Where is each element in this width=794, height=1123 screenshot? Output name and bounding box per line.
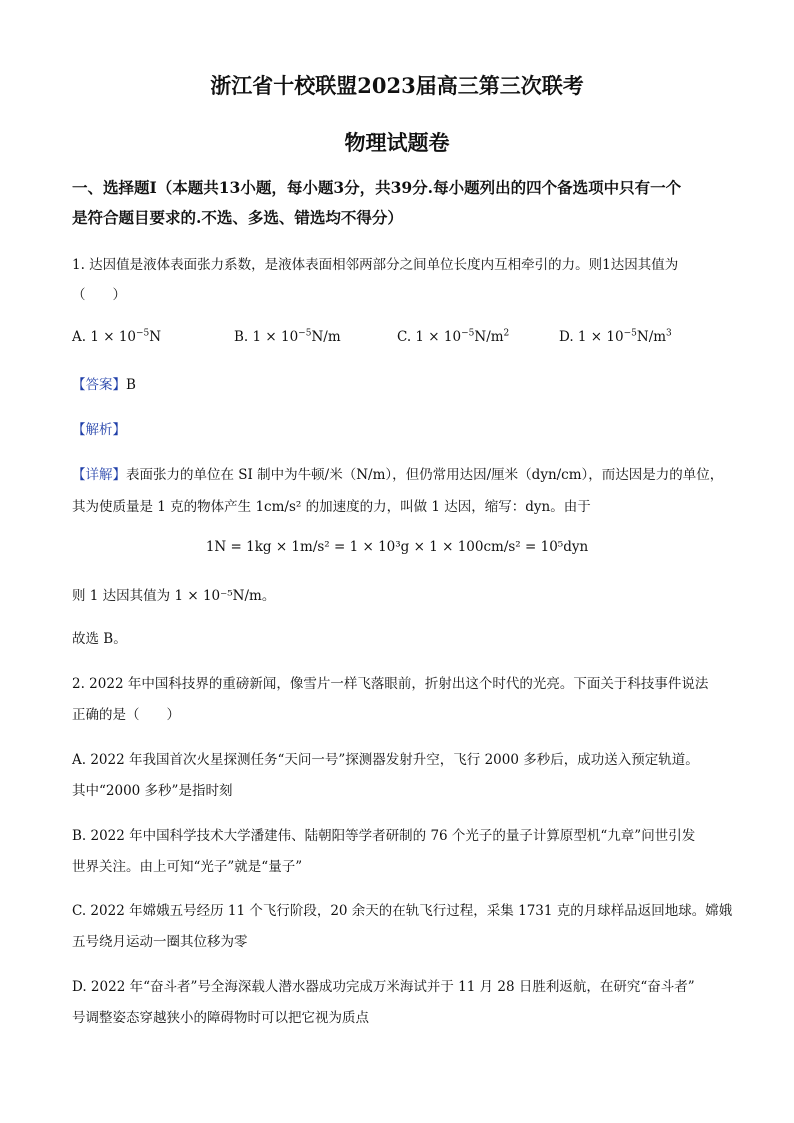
q1-conclusion: 则 1 达因其值为 1 × 10⁻⁵N/m。 <box>72 588 276 604</box>
q1-stem-line2: （ ） <box>72 287 126 303</box>
q1-detail-line2: 其为使质量是 1 克的物体产生 1cm/s² 的加速度的力，叫做 1 达因，缩写：dyn。由于 <box>72 499 591 515</box>
exam-title: 浙江省十校联盟2023届高三第三次联考 <box>210 73 584 98</box>
q1-option-c: C. $1 \times 10^{-5}N/m^2$ <box>397 328 510 345</box>
q2-stem-line1: 2. 2022 年中国科技界的重磅新闻，像雪片一样飞落眼前，折射出这个时代的光亮。下面关于科技事件说法 <box>72 676 709 692</box>
q1-answer <box>72 373 136 393</box>
q1-detail-line1: 【详解】表面张力的单位在 SI 制中为牛顿/米（N/m），但仍常用达因/厘米（dyn/cm），而达因是力的单位， <box>72 467 724 483</box>
q1-option-b: B. $1 \times 10^{-5}N/m$ <box>234 328 341 345</box>
q2-stem-line2: 正确的是（ ） <box>72 707 180 723</box>
section-heading-line1: 一、选择题Ⅰ（本题共13小题，每小题3分，共39分.每小题列出的四个备选项中只有一个 <box>72 178 682 197</box>
q1-stem-line1: 1. 达因值是液体表面张力系数，是液体表面相邻两部分之间单位长度内互相牵引的力。则1达因其值为 <box>72 257 679 273</box>
q2-option-d-line1: D. 2022 年“奋斗者”号全海深载人潜水器成功完成万米海试并于 11 月 28 日胜利返航，在研究“奋斗者” <box>72 979 695 995</box>
answer-value: B <box>126 377 136 393</box>
answer-tag: 【答案】 <box>72 377 126 393</box>
q2-option-c-line2: 五号绕月运动一圈其位移为零 <box>72 934 248 950</box>
q2-option-a-line1: A. 2022 年我国首次火星探测任务“天问一号”探测器发射升空，飞行 2000 多秒后，成功送入预定轨道。 <box>72 752 699 768</box>
q1-choose: 故选 B。 <box>72 631 127 647</box>
q2-option-d-line2: 号调整姿态穿越狭小的障碍物时可以把它视为质点 <box>72 1010 369 1026</box>
exam-subtitle: 物理试题卷 <box>344 130 450 155</box>
q2-option-b-line2: 世界关注。由上可知“光子”就是“量子” <box>72 859 303 875</box>
detail-tag: 【详解】 <box>72 467 126 483</box>
q1-option-d: D. $1 \times 10^{-5}N/m^3$ <box>559 328 672 345</box>
q2-option-a-line2: 其中“2000 多秒”是指时刻 <box>72 783 233 799</box>
q2-option-b-line1: B. 2022 年中国科学技术大学潘建伟、陆朝阳等学者研制的 76 个光子的量子计算原型机“九章”问世引发 <box>72 828 696 844</box>
q1-formula: 1N = 1kg × 1m/s² = 1 × 10³g × 1 × 100cm/s² = 10⁵dyn <box>205 539 589 555</box>
q2-option-c-line1: C. 2022 年嫦娥五号经历 11 个飞行阶段，20 余天的在轨飞行过程，采集 1731 克的月球样品返回地球。嫦娥 <box>72 903 733 919</box>
q1-option-a: A. $1 \times 10^{-5}N$ <box>72 328 162 345</box>
analysis-tag: 【解析】 <box>72 422 126 438</box>
section-heading-line2: 是符合题目要求的.不选、多选、错选均不得分） <box>72 208 403 227</box>
